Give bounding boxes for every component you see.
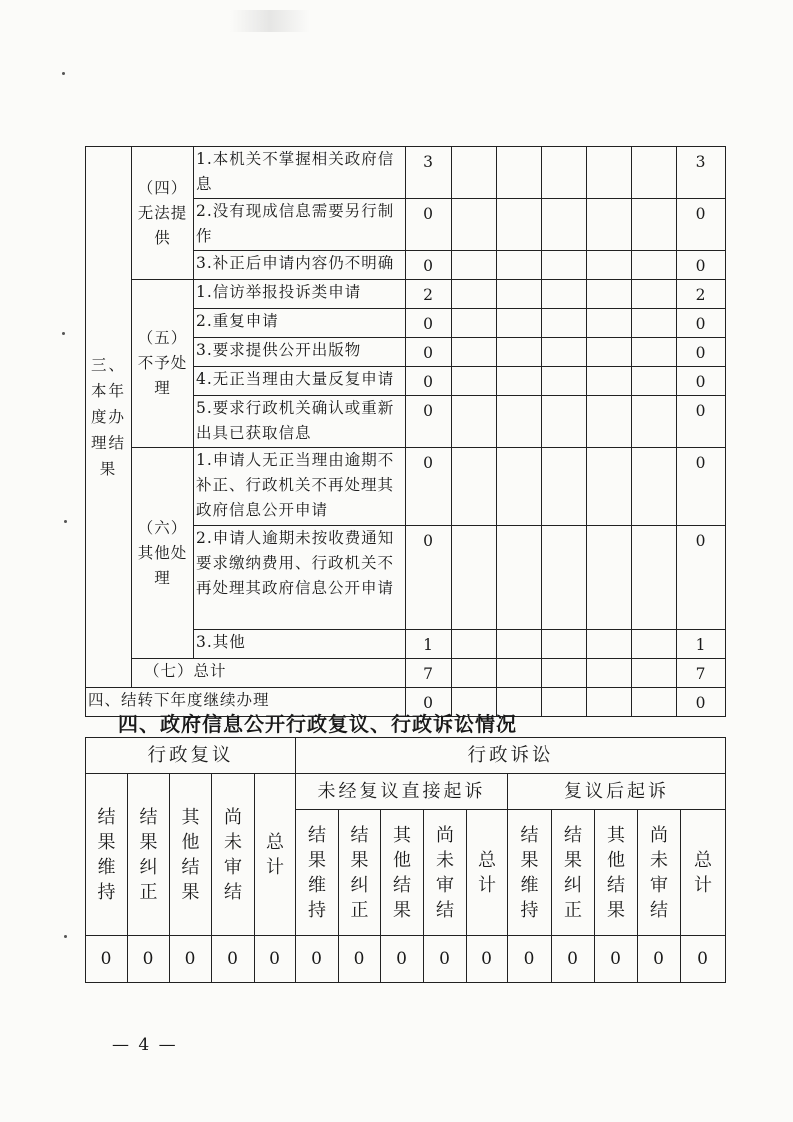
empty-cell [542, 367, 587, 396]
direct-suit-header: 未经复议直接起诉 [296, 774, 508, 810]
value-row [86, 936, 726, 983]
empty-cell [587, 448, 632, 526]
value-cell: 0 [296, 936, 339, 983]
group-label-cell: （四）无法提供 [132, 147, 194, 280]
empty-cell [542, 251, 587, 280]
subtotal-label: （七）总计 [132, 659, 406, 688]
empty-cell [587, 396, 632, 448]
value-cell: 0 [677, 448, 726, 526]
value-cell: 0 [681, 936, 726, 983]
empty-cell [452, 659, 497, 688]
item-label-cell: 5.要求行政机关确认或重新出具已获取信息 [194, 396, 406, 448]
empty-cell [632, 396, 677, 448]
empty-cell [542, 147, 587, 199]
value-cell: 0 [677, 688, 726, 717]
empty-cell [632, 147, 677, 199]
column-header-cell [255, 774, 296, 936]
empty-cell [632, 199, 677, 251]
column-header-cell [681, 810, 726, 936]
column-header-label: 尚未审结 [436, 824, 454, 921]
column-header-label: 结果维持 [520, 824, 539, 921]
empty-cell [452, 199, 497, 251]
column-header-label: 其他结果 [181, 806, 200, 903]
table-row [86, 280, 726, 309]
empty-cell [452, 147, 497, 199]
value-cell: 0 [677, 251, 726, 280]
value-cell: 0 [381, 936, 424, 983]
value-cell: 0 [128, 936, 170, 983]
value-cell: 0 [406, 338, 452, 367]
value-cell: 0 [212, 936, 255, 983]
section-title: 四、政府信息公开行政复议、行政诉讼情况 [118, 712, 517, 736]
column-header-cell [595, 810, 638, 936]
empty-cell [632, 630, 677, 659]
value-cell: 0 [339, 936, 381, 983]
empty-cell [542, 526, 587, 630]
empty-cell [497, 396, 542, 448]
empty-cell [542, 659, 587, 688]
empty-cell [497, 448, 542, 526]
review-header: 行政复议 [86, 738, 296, 774]
value-cell: 0 [467, 936, 508, 983]
item-label-cell: 2.申请人逾期未按收费通知要求缴纳费用、行政机关不再处理其政府信息公开申请 [194, 526, 406, 630]
empty-cell [452, 448, 497, 526]
value-cell: 0 [255, 936, 296, 983]
empty-cell [497, 309, 542, 338]
group-label-cell: （五）不予处理 [132, 280, 194, 448]
empty-cell [542, 199, 587, 251]
table-row [86, 147, 726, 199]
value-cell: 0 [595, 936, 638, 983]
empty-cell [632, 280, 677, 309]
empty-cell [497, 659, 542, 688]
scan-dot [62, 72, 65, 75]
empty-cell [497, 199, 542, 251]
table-row [86, 448, 726, 526]
empty-cell [497, 338, 542, 367]
column-header-label: 总计 [478, 849, 496, 896]
value-cell: 0 [677, 199, 726, 251]
value-cell: 1 [677, 630, 726, 659]
item-label-cell: 1.本机关不掌握相关政府信息 [194, 147, 406, 199]
empty-cell [497, 251, 542, 280]
column-header-label: 其他结果 [607, 824, 625, 921]
column-header-label: 其他结果 [393, 824, 411, 921]
litigation-header: 行政诉讼 [296, 738, 726, 774]
empty-cell [587, 147, 632, 199]
main-category-cell [86, 147, 132, 688]
group-label-cell: （六）其他处理 [132, 448, 194, 659]
empty-cell [497, 630, 542, 659]
after-review-header: 复议后起诉 [508, 774, 726, 810]
item-label-cell: 2.没有现成信息需要另行制作 [194, 199, 406, 251]
main-category-label: 三、本年度办理结果 [90, 356, 126, 478]
empty-cell [587, 251, 632, 280]
column-header-label: 结果纠正 [564, 824, 582, 921]
column-header-cell [508, 810, 552, 936]
column-header-cell [128, 774, 170, 936]
empty-cell [542, 448, 587, 526]
value-cell: 0 [170, 936, 212, 983]
value-cell: 0 [406, 367, 452, 396]
value-cell: 0 [406, 199, 452, 251]
column-header-cell [212, 774, 255, 936]
column-header-label: 结果维持 [308, 824, 326, 921]
column-header-label: 尚未审结 [224, 806, 242, 903]
value-cell: 0 [508, 936, 552, 983]
column-header-label: 总计 [266, 831, 284, 878]
empty-cell [587, 280, 632, 309]
value-cell: 3 [677, 147, 726, 199]
column-header-cell [296, 810, 339, 936]
empty-cell [542, 396, 587, 448]
empty-cell [542, 688, 587, 717]
value-cell: 0 [552, 936, 595, 983]
scan-smudge [230, 10, 310, 32]
subtotal-row [86, 659, 726, 688]
scan-dot [62, 332, 65, 335]
column-header-cell [339, 810, 381, 936]
column-header-cell [86, 774, 128, 936]
processing-results-table [85, 146, 726, 717]
empty-cell [542, 338, 587, 367]
empty-cell [452, 526, 497, 630]
header-row [86, 738, 726, 774]
value-cell: 0 [677, 338, 726, 367]
value-cell: 2 [677, 280, 726, 309]
column-header-cell [638, 810, 681, 936]
page-number: — 4 — [112, 1035, 178, 1055]
column-header-cell [467, 810, 508, 936]
empty-cell [587, 526, 632, 630]
scan-dot [64, 935, 67, 938]
value-cell: 0 [677, 526, 726, 630]
empty-cell [587, 688, 632, 717]
column-header-cell [552, 810, 595, 936]
value-cell: 2 [406, 280, 452, 309]
empty-cell [542, 309, 587, 338]
empty-cell [632, 526, 677, 630]
empty-cell [632, 367, 677, 396]
empty-cell [632, 688, 677, 717]
value-cell: 3 [406, 147, 452, 199]
value-cell: 0 [406, 526, 452, 630]
column-header-cell [170, 774, 212, 936]
carryover-label: 四、结转下年度继续办理 [86, 688, 406, 717]
item-label-cell: 4.无正当理由大量反复申请 [194, 367, 406, 396]
value-cell: 0 [406, 448, 452, 526]
empty-cell [587, 199, 632, 251]
empty-cell [632, 309, 677, 338]
empty-cell [542, 630, 587, 659]
item-label-cell: 3.补正后申请内容仍不明确 [194, 251, 406, 280]
empty-cell [452, 396, 497, 448]
empty-cell [452, 309, 497, 338]
empty-cell [452, 280, 497, 309]
column-header-label: 结果纠正 [139, 806, 158, 903]
empty-cell [452, 630, 497, 659]
empty-cell [632, 448, 677, 526]
review-litigation-table [85, 737, 726, 983]
column-header-label: 尚未审结 [650, 824, 668, 921]
item-label-cell: 1.申请人无正当理由逾期不补正、行政机关不再处理其政府信息公开申请 [194, 448, 406, 526]
empty-cell [452, 251, 497, 280]
header-row [86, 774, 726, 810]
value-cell: 0 [86, 936, 128, 983]
item-label-cell: 3.要求提供公开出版物 [194, 338, 406, 367]
value-cell: 1 [406, 630, 452, 659]
empty-cell [497, 526, 542, 630]
value-cell: 0 [424, 936, 467, 983]
empty-cell [497, 367, 542, 396]
empty-cell [587, 309, 632, 338]
column-header-label: 结果纠正 [350, 824, 369, 921]
empty-cell [542, 280, 587, 309]
empty-cell [587, 630, 632, 659]
empty-cell [632, 338, 677, 367]
empty-cell [587, 338, 632, 367]
column-header-label: 结果维持 [97, 806, 116, 903]
item-label-cell: 1.信访举报投诉类申请 [194, 280, 406, 309]
value-cell: 0 [677, 396, 726, 448]
empty-cell [452, 367, 497, 396]
item-label-cell: 2.重复申请 [194, 309, 406, 338]
column-header-cell [381, 810, 424, 936]
value-cell: 0 [638, 936, 681, 983]
value-cell: 7 [677, 659, 726, 688]
empty-cell [452, 338, 497, 367]
empty-cell [632, 251, 677, 280]
empty-cell [587, 367, 632, 396]
value-cell: 0 [406, 251, 452, 280]
scan-dot [64, 520, 67, 523]
value-cell: 0 [677, 309, 726, 338]
value-cell: 0 [406, 396, 452, 448]
empty-cell [497, 147, 542, 199]
column-header-label: 总计 [694, 849, 713, 896]
empty-cell [497, 280, 542, 309]
column-header-cell [424, 810, 467, 936]
empty-cell [632, 659, 677, 688]
value-cell: 0 [406, 309, 452, 338]
value-cell: 0 [677, 367, 726, 396]
value-cell: 7 [406, 659, 452, 688]
item-label-cell: 3.其他 [194, 630, 406, 659]
empty-cell [587, 659, 632, 688]
value-cell: 0 [406, 688, 452, 717]
